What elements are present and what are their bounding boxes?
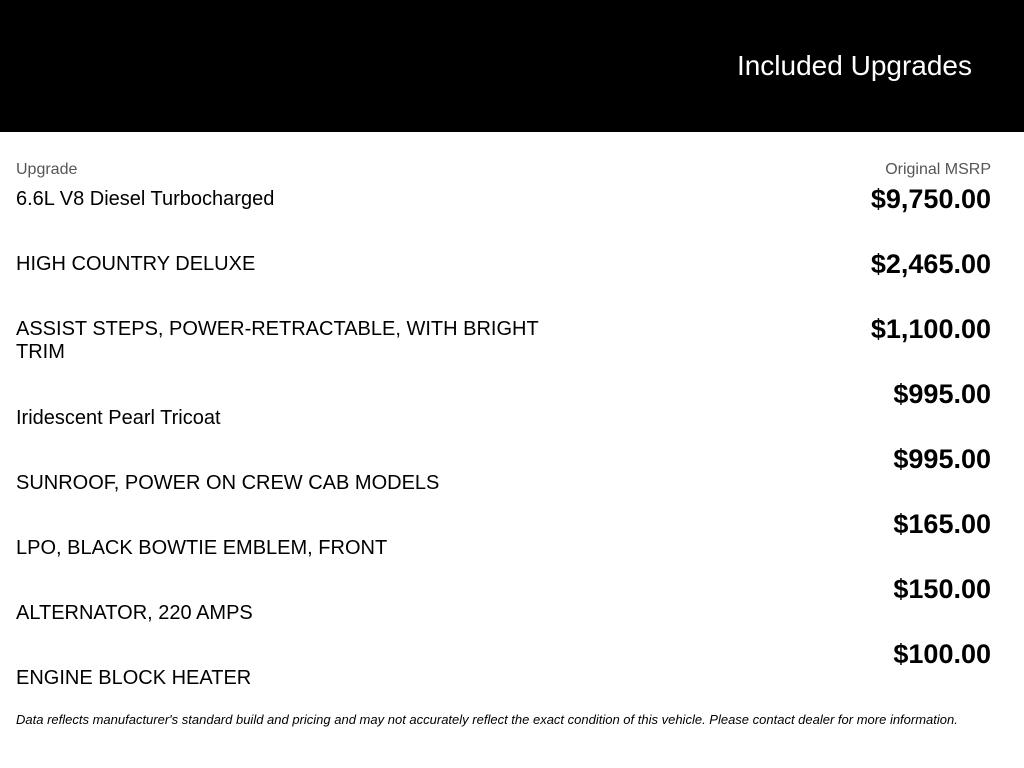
table-row (16, 183, 991, 248)
table-header-row (16, 132, 991, 183)
table-row (16, 573, 991, 638)
upgrade-price: $2,465.00 (870, 249, 991, 279)
upgrade-price: $1,100.00 (870, 314, 991, 344)
upgrades-table (0, 132, 1024, 703)
table-row (16, 313, 991, 378)
upgrade-name: HIGH COUNTRY DELUXE (16, 253, 256, 275)
upgrade-name: 6.6L V8 Diesel Turbocharged (16, 188, 275, 210)
upgrade-price: $9,750.00 (870, 184, 991, 214)
upgrade-name: SUNROOF, POWER ON CREW CAB MODELS (16, 472, 440, 494)
page-title: Included Upgrades (736, 50, 972, 81)
upgrade-name: ENGINE BLOCK HEATER (16, 667, 252, 689)
table-body (16, 183, 991, 703)
upgrade-price: $150.00 (893, 574, 991, 604)
upgrade-price: $165.00 (893, 509, 991, 539)
table-row (16, 378, 991, 443)
upgrade-price: $100.00 (893, 639, 991, 669)
disclaimer-text: Data reflects manufacturer's standard build and pricing and may not accurately reflect the exact condition of this vehicle. Please contact dealer for more information. (16, 712, 958, 727)
upgrade-name: ASSIST STEPS, POWER-RETRACTABLE, WITH BRIGHT TRIM (16, 318, 539, 363)
table-row (16, 443, 991, 508)
upgrade-name: ALTERNATOR, 220 AMPS (16, 602, 253, 624)
column-header-original-msrp: Original MSRP (885, 161, 991, 178)
upgrade-price: $995.00 (893, 379, 991, 409)
upgrade-price: $995.00 (893, 444, 991, 474)
upgrade-name: LPO, BLACK BOWTIE EMBLEM, FRONT (16, 537, 388, 559)
upgrade-name: Iridescent Pearl Tricoat (16, 407, 221, 429)
table-row (16, 248, 991, 313)
page-header (0, 0, 1024, 132)
column-header-upgrade: Upgrade (16, 161, 78, 178)
table-row (16, 508, 991, 573)
table-row (16, 638, 991, 703)
